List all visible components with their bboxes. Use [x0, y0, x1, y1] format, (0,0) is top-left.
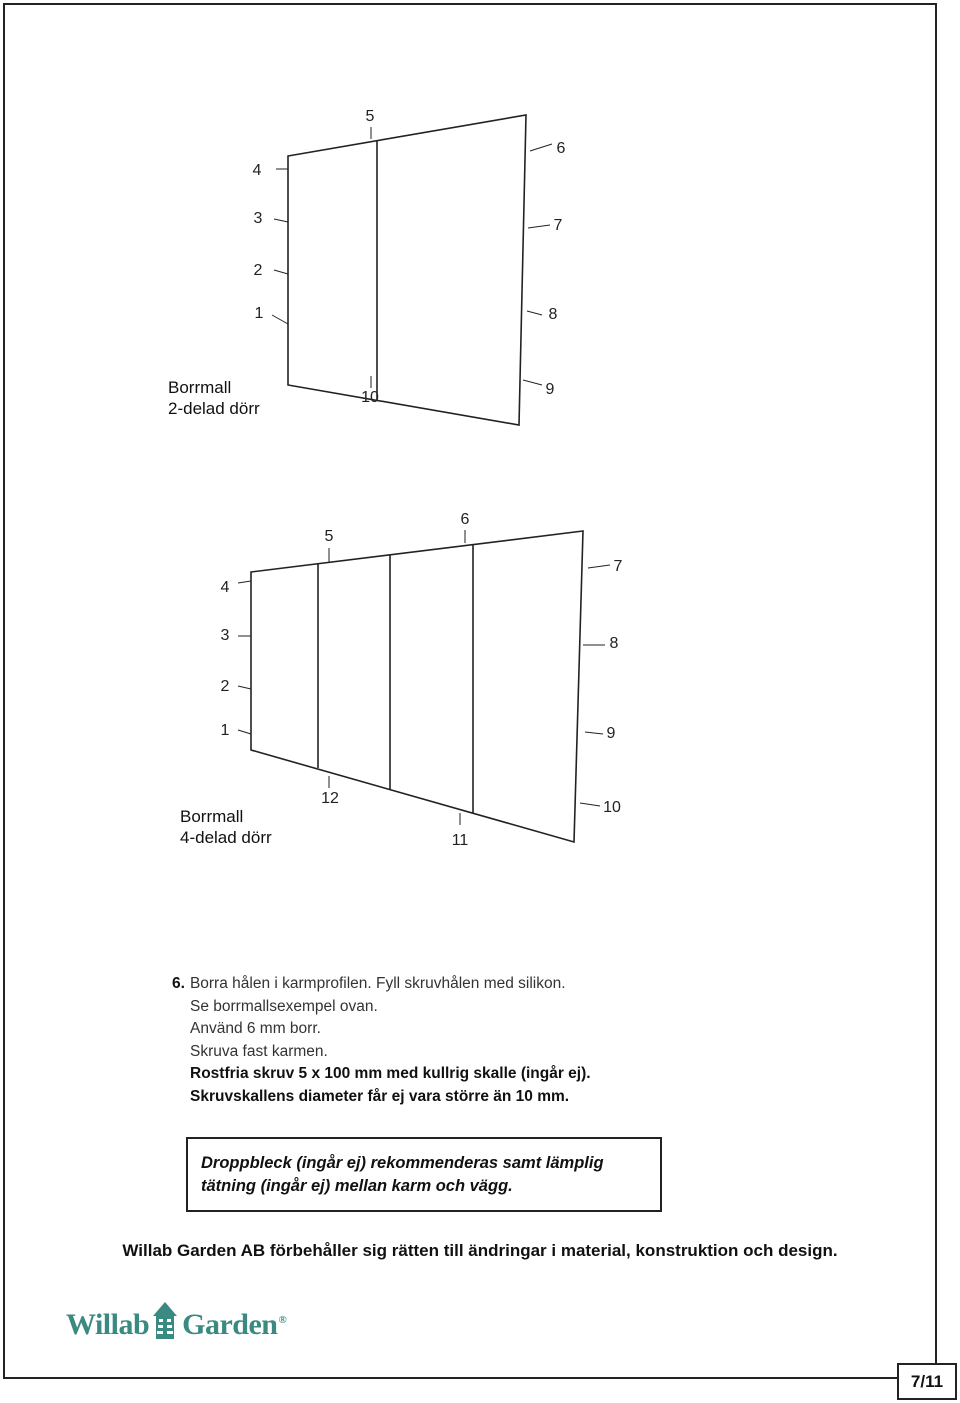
disclaimer: Willab Garden AB förbehåller sig rätten till ändringar i material, konstruktion och design.	[122, 1241, 838, 1260]
hole-label: 7	[613, 558, 623, 575]
instruction-line: Använd 6 mm borr.	[190, 1020, 321, 1037]
hole-label: 5	[324, 528, 334, 545]
instruction-line	[172, 973, 591, 996]
registered-mark: ®	[278, 1314, 287, 1326]
instructions-step-6	[172, 973, 591, 1108]
willab-garden-logo	[66, 1300, 286, 1342]
diagram-2-part-door	[272, 115, 552, 425]
door-outline-2-part	[288, 115, 526, 425]
notice-line: Droppbleck (ingår ej) rekommenderas samt lämplig	[201, 1154, 604, 1172]
instruction-line: Se borrmallsexempel ovan.	[190, 997, 378, 1015]
hole-label: 3	[220, 627, 230, 644]
hole-label: 9	[545, 381, 555, 398]
hole-label: 4	[220, 579, 230, 596]
diagram-title-line: Borrmall	[168, 378, 232, 397]
notice-line: tätning (ingår ej) mellan karm och vägg.	[201, 1177, 513, 1195]
hole-label: 6	[460, 511, 470, 528]
hole-label: 10	[361, 389, 379, 406]
hole-label: 10	[603, 799, 621, 816]
hole-label: 1	[254, 305, 264, 322]
leader-lines	[238, 530, 610, 825]
hole-label: 3	[253, 210, 263, 227]
diagram-title-2-part	[168, 377, 260, 419]
diagram-title-4-part	[180, 806, 272, 848]
hole-label: 6	[556, 140, 566, 157]
hole-label: 2	[220, 678, 230, 695]
instruction-line-bold: Skruvskallens diameter får ej vara större än 10 mm.	[190, 1087, 570, 1105]
hole-label: 5	[365, 108, 375, 125]
hole-label: 2	[253, 262, 263, 279]
page-number: 7/11	[897, 1363, 957, 1400]
hole-label: 1	[220, 722, 230, 739]
hole-label: 4	[252, 162, 262, 179]
diagram-title-line: 2-delad dörr	[168, 399, 260, 418]
instruction-text: Borra hålen i karmprofilen. Fyll skruvhålen med silikon.	[189, 975, 566, 992]
hole-label: 12	[321, 790, 339, 807]
leader-lines	[272, 127, 552, 388]
instruction-line-bold: Rostfria skruv 5 x 100 mm med kullrig skalle (ingår ej).	[190, 1065, 591, 1082]
hole-label: 11	[451, 832, 469, 849]
house-tree-logo-icon	[151, 1300, 179, 1342]
logo-text: Willab	[66, 1308, 150, 1341]
step-number: 6.	[172, 975, 185, 992]
hole-labels-2-part	[253, 108, 566, 406]
diagram-4-part-door	[238, 530, 610, 842]
hole-label: 7	[553, 217, 563, 234]
diagram-title-line: Borrmall	[180, 807, 244, 826]
instruction-line: Skruva fast karmen.	[190, 1042, 328, 1060]
notice-box	[186, 1137, 662, 1212]
logo-text: Garden	[182, 1308, 278, 1341]
hole-label: 9	[606, 725, 616, 742]
hole-label: 8	[609, 635, 619, 652]
hole-label: 8	[548, 306, 558, 323]
door-outline-4-part	[251, 531, 583, 842]
diagram-title-line: 4-delad dörr	[180, 828, 272, 847]
